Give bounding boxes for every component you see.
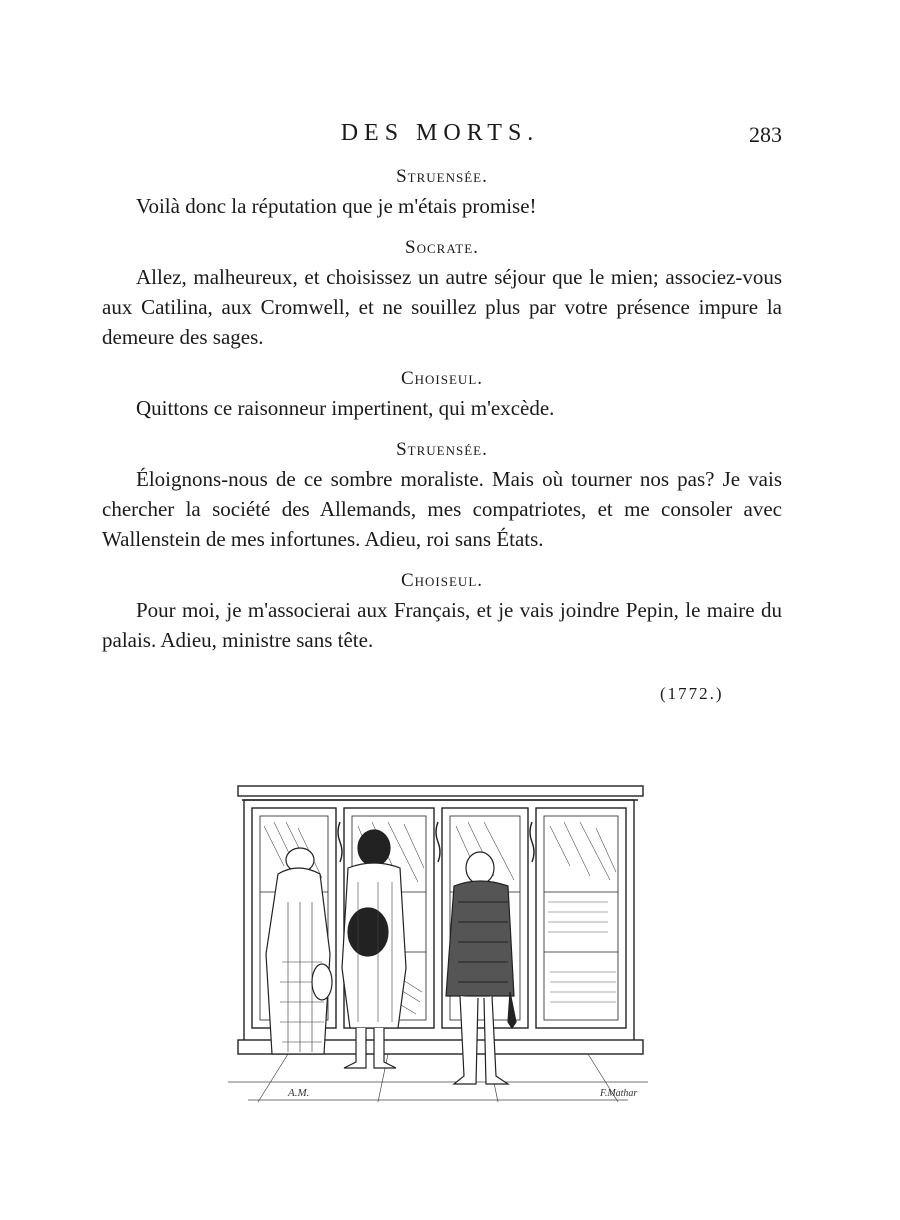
speech-text: Quittons ce raisonneur impertinent, qui m'excède. (136, 396, 555, 420)
speaker-name: Choiseul. (400, 368, 484, 389)
running-title: DES MORTS. (340, 120, 540, 146)
speech-text: Allez, malheureux, et choisissez un autre séjour que le mien; associez-vous aux Catilina, aux Cromwell, et ne souillez plus par votre présence impure la demeure des sages. (102, 265, 782, 349)
speech-text: Pour moi, je m'associerai aux Français, et je vais joindre Pepin, le maire du palais. Adieu, ministre sans tête. (102, 598, 782, 652)
svg-text:F.Mathar: F.Mathar (600, 1088, 638, 1099)
speaker-name: Struensée. (396, 166, 488, 187)
speech-text: Éloignons-nous de ce sombre moraliste. Mais où tourner nos pas? Je vais chercher la société des Allemands, mes compatriotes, et me consoler avec Wallenstein de mes infortunes. Adieu, roi sans États. (102, 467, 782, 551)
date-note: (1772.) (660, 684, 724, 703)
dialogue-entry (102, 568, 782, 655)
dialogue-entry (102, 164, 782, 221)
dialogue-entry (102, 437, 782, 554)
running-head (0, 118, 900, 152)
dialogue-entry (102, 366, 782, 423)
engraving-illustration (228, 782, 648, 1112)
page-number: 283 (749, 122, 782, 147)
speaker-name: Struensée. (396, 439, 488, 460)
speaker-name: Socrate. (405, 237, 479, 258)
dialogue-text (102, 164, 782, 669)
speaker-name: Choiseul. (400, 570, 484, 591)
dialogue-entry (102, 235, 782, 352)
speech-text: Voilà donc la réputation que je m'étais promise! (136, 194, 537, 218)
svg-text:A.M.: A.M. (288, 1087, 310, 1099)
